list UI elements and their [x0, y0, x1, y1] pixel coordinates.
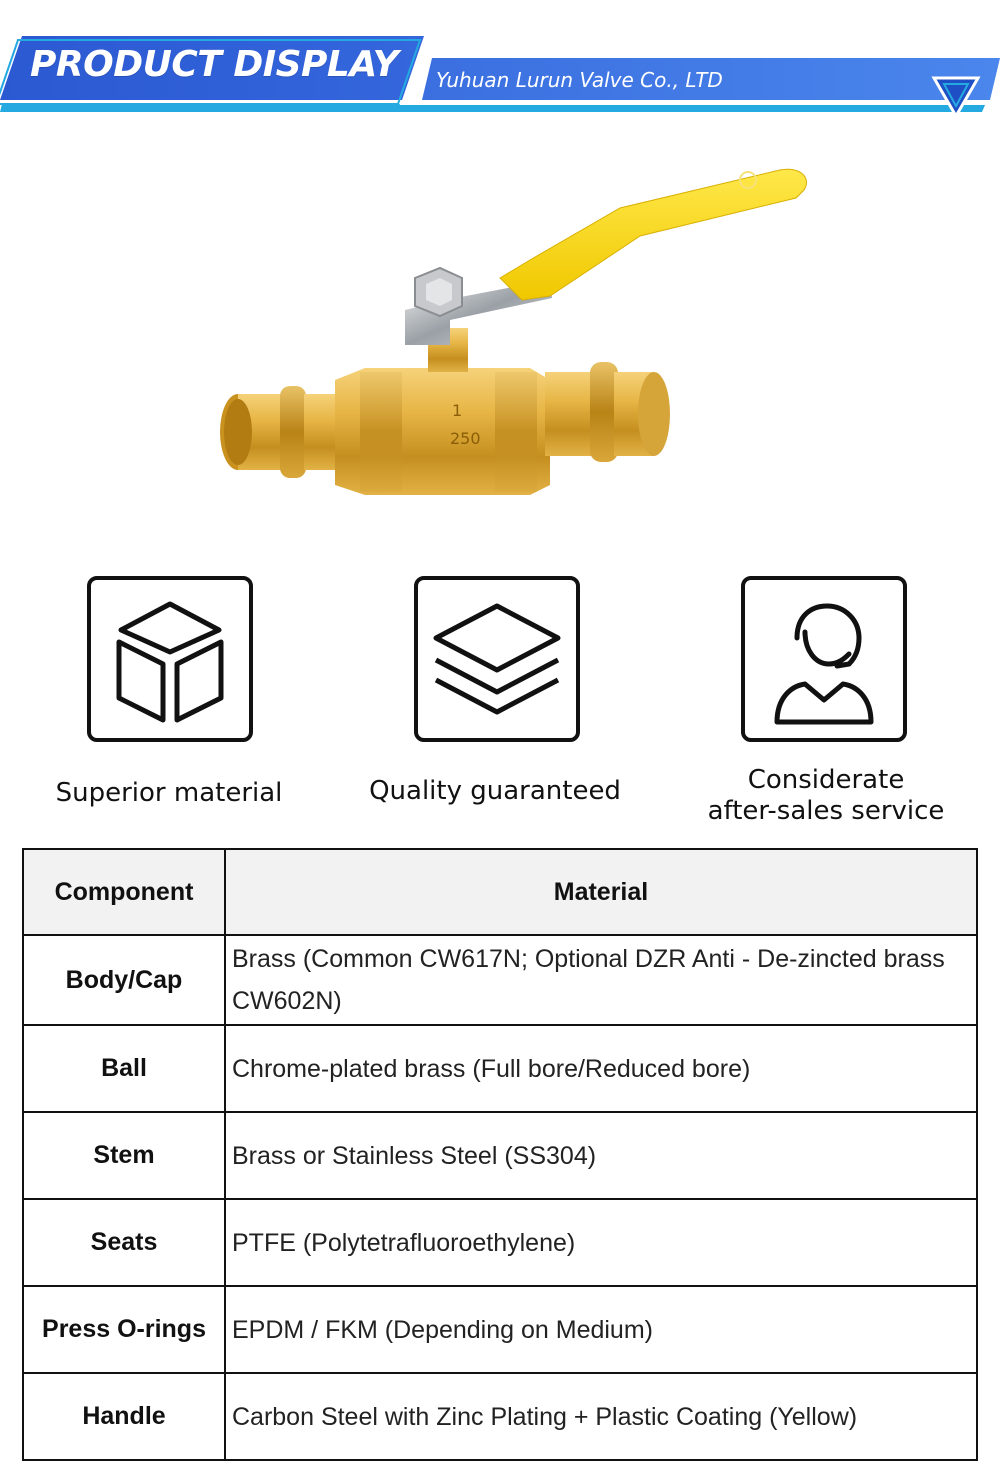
cube-icon — [91, 580, 249, 738]
component-cell: Stem — [23, 1112, 225, 1199]
material-cell: Carbon Steel with Zinc Plating + Plastic Coating (Yellow) — [225, 1373, 977, 1460]
table-row — [23, 1025, 977, 1112]
feature-quality-guaranteed-label: Quality guaranteed — [369, 776, 621, 806]
feature-after-sales-label — [676, 765, 976, 827]
feature-after-sales-box — [741, 576, 907, 742]
layers-icon — [418, 580, 576, 738]
material-cell: Brass or Stainless Steel (SS304) — [225, 1112, 977, 1199]
valve-pressure-marking: 250 — [450, 429, 481, 448]
material-cell: Chrome-plated brass (Full bore/Reduced bore) — [225, 1025, 977, 1112]
table-row — [23, 1112, 977, 1199]
feature-quality-guaranteed-box — [414, 576, 580, 742]
page-title: PRODUCT DISPLAY — [30, 44, 399, 85]
component-cell: Body/Cap — [23, 935, 225, 1025]
feature-after-sales-label-line1: Considerate — [747, 765, 905, 795]
component-cell: Press O-rings — [23, 1286, 225, 1373]
component-cell: Seats — [23, 1199, 225, 1286]
table-row — [23, 1286, 977, 1373]
material-spec-table — [22, 848, 978, 1461]
ball-valve-illustration — [200, 150, 840, 530]
component-cell: Ball — [23, 1025, 225, 1112]
column-header-component: Component — [23, 849, 225, 935]
feature-superior-material-box — [87, 576, 253, 742]
customer-service-icon — [745, 580, 903, 738]
column-header-material: Material — [225, 849, 977, 935]
table-row — [23, 1373, 977, 1460]
feature-superior-material-label: Superior material — [55, 778, 283, 808]
valve-size-marking: 1 — [452, 401, 463, 420]
dots-decoration-icon — [0, 0, 150, 12]
triangle-down-icon — [930, 72, 982, 122]
material-cell: Brass (Common CW617N; Optional DZR Anti - De-zincted brass CW602N) — [225, 935, 977, 1025]
table-row — [23, 935, 977, 1025]
component-cell: Handle — [23, 1373, 225, 1460]
table-row — [23, 1199, 977, 1286]
header-banner — [0, 0, 1000, 130]
product-image — [200, 150, 840, 530]
feature-after-sales-label-line2: after-sales service — [707, 796, 945, 826]
material-cell: EPDM / FKM (Depending on Medium) — [225, 1286, 977, 1373]
company-name: Yuhuan Lurun Valve Co., LTD — [436, 68, 723, 92]
material-cell: PTFE (Polytetrafluoroethylene) — [225, 1199, 977, 1286]
table-header-row — [23, 849, 977, 935]
